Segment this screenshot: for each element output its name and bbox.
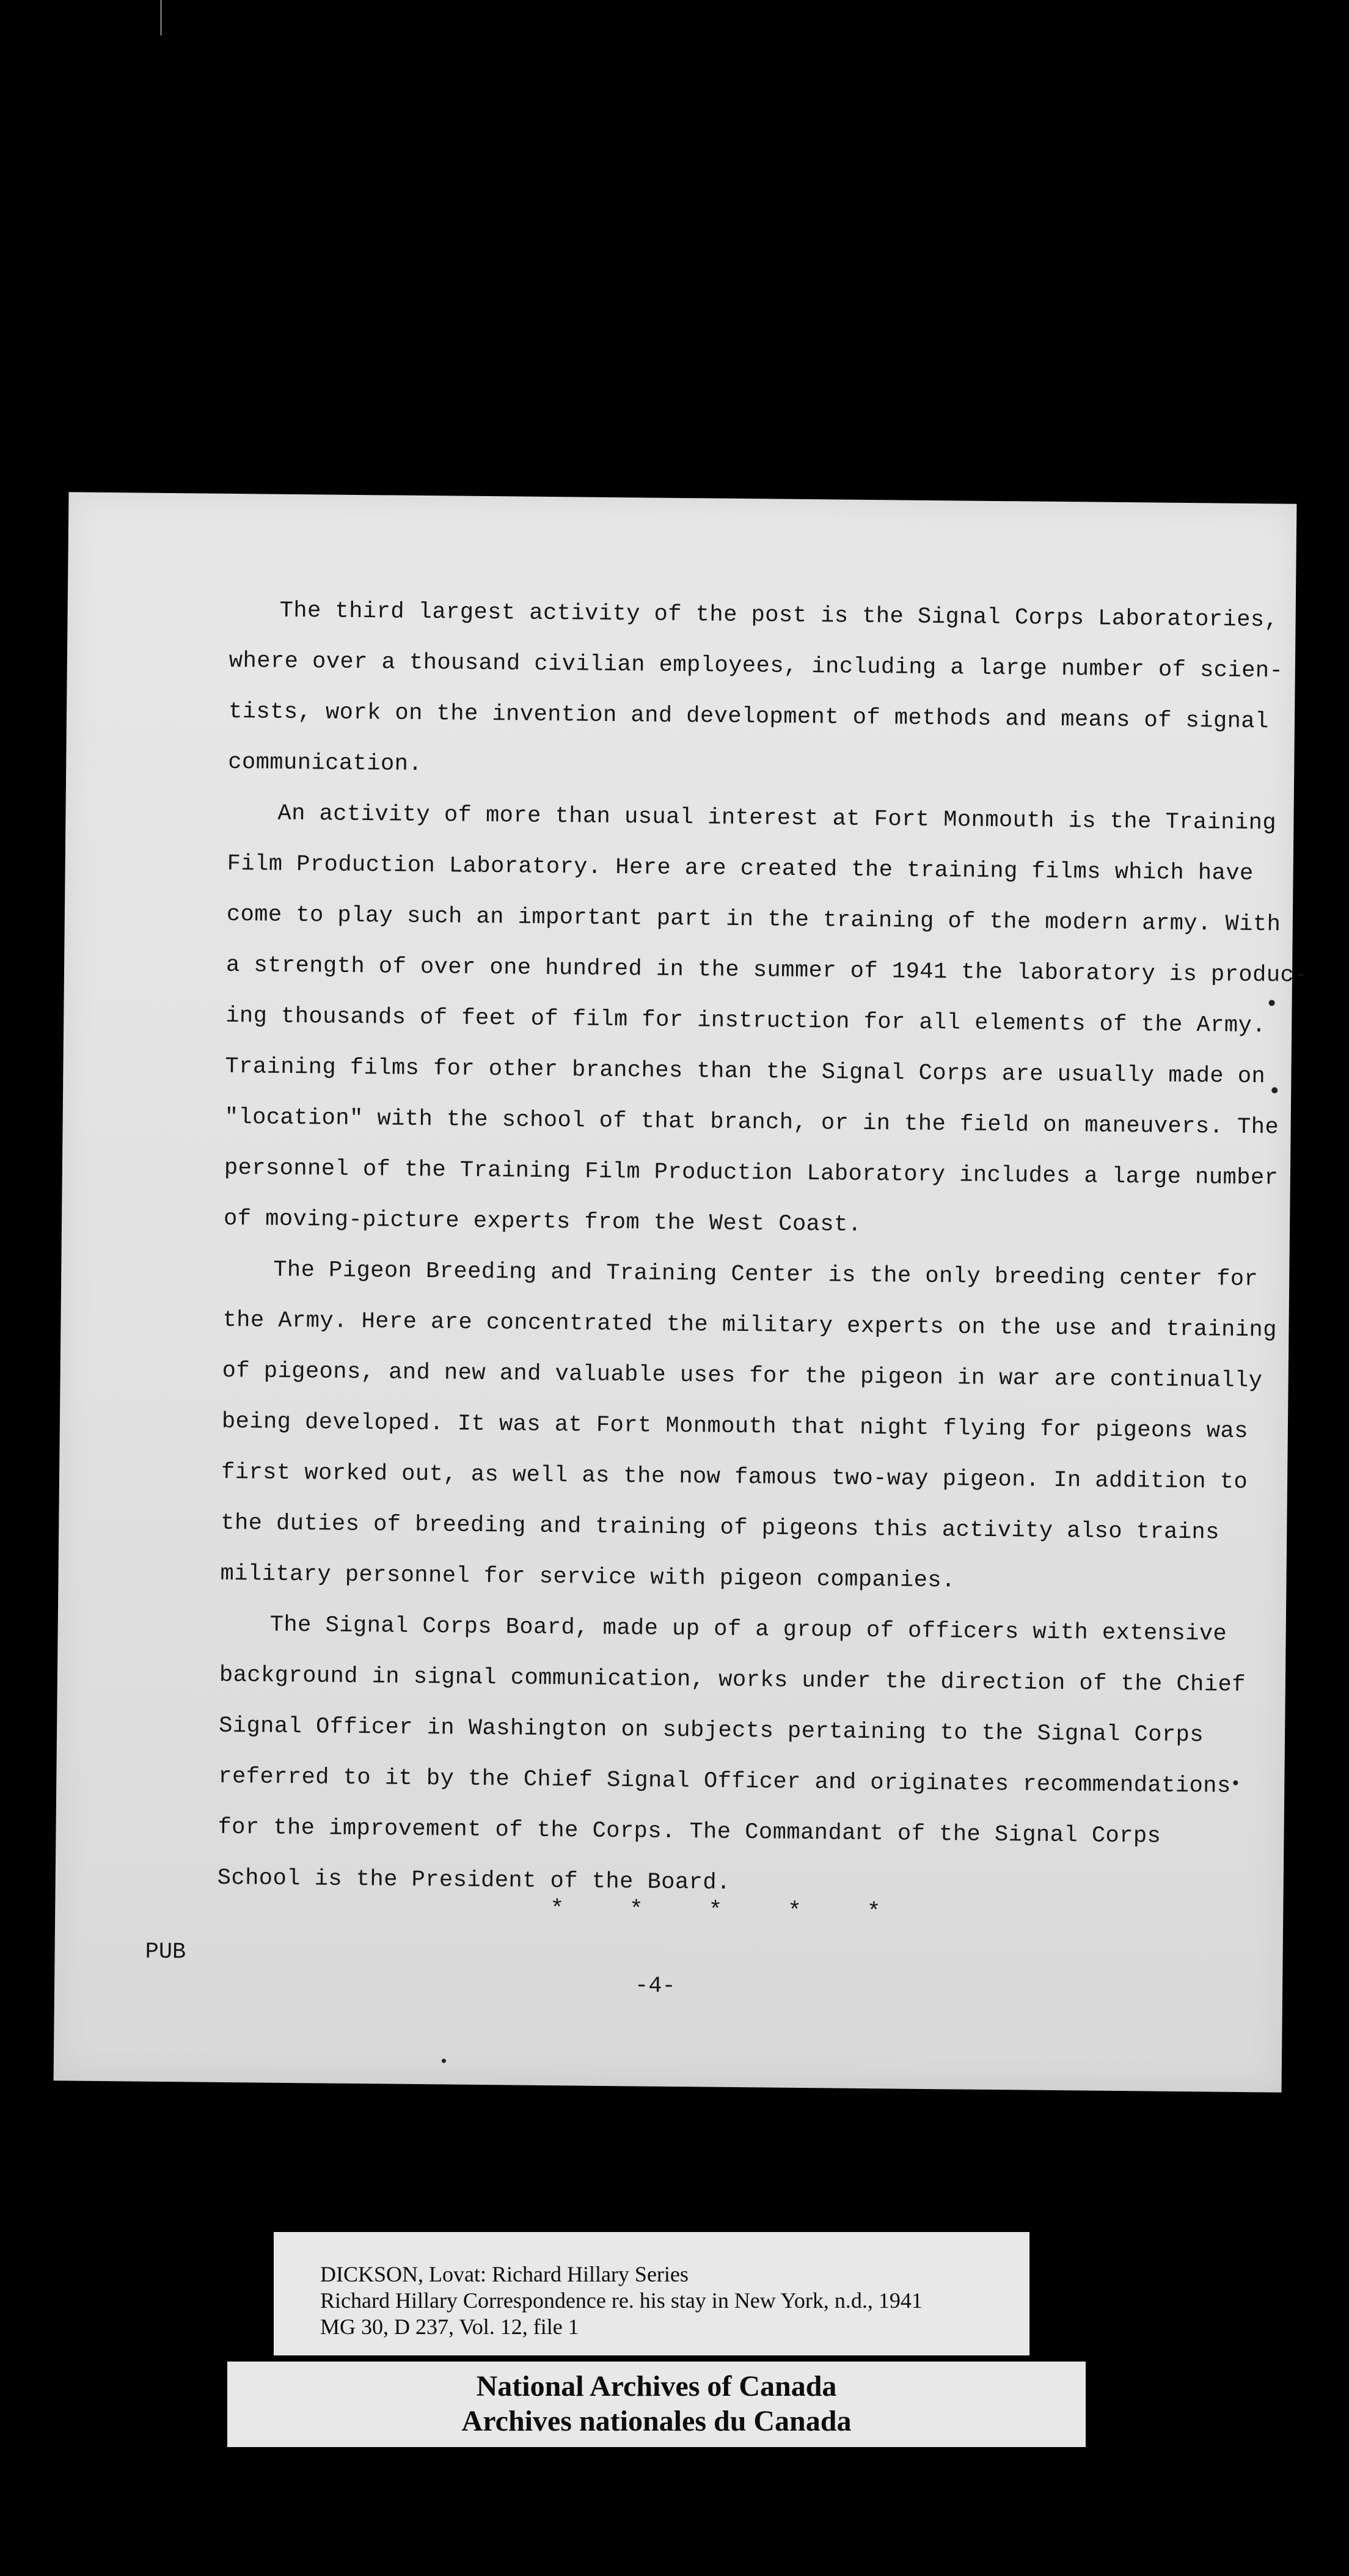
- institution-name-english: National Archives of Canada: [476, 2370, 837, 2402]
- pub-mark: PUB: [145, 1939, 186, 1966]
- film-tick-mark: [160, 0, 162, 35]
- text-line: The third largest activity of the post is the Signal Corps Laboratories,: [279, 598, 1279, 634]
- archive-institution-text: [227, 2362, 1086, 2439]
- paper-speck: [442, 2058, 446, 2063]
- text-line: An activity of more than usual interest at Fort Monmouth is the Training: [277, 800, 1277, 836]
- paragraph-signal-corps-board: [217, 1600, 1271, 1914]
- text-line: referred to it by the Chief Signal Officer and originates recommendations: [218, 1763, 1231, 1799]
- paper-speck: [1271, 1087, 1278, 1093]
- archive-series-line: DICKSON, Lovat: Richard Hillary Series: [320, 2262, 689, 2286]
- text-line: for the improvement of the Corps. The Commandant of the Signal Corps: [218, 1814, 1161, 1850]
- archive-reference-text: [320, 2261, 923, 2340]
- archive-file-description-line: Richard Hillary Correspondence re. his stay in New York, n.d., 1941: [320, 2288, 923, 2313]
- text-line: where over a thousand civilian employees, including a large number of scien-: [228, 648, 1284, 684]
- text-line: come to play such an important part in the training of the modern army. With: [226, 901, 1281, 938]
- paragraph-signal-corps-laboratories: [228, 585, 1284, 798]
- archive-institution-banner: [227, 2362, 1086, 2447]
- archive-reference-label: [274, 2232, 1029, 2355]
- text-line: of pigeons, and new and valuable uses for the pigeon in war are continually: [222, 1358, 1263, 1394]
- page-number: -4-: [634, 1973, 676, 2000]
- text-line: ing thousands of feet of film for instruction for all elements of the Army.: [225, 1003, 1267, 1039]
- text-line: the duties of breeding and training of pigeons this activity also trains: [221, 1510, 1220, 1546]
- text-line: The Pigeon Breeding and Training Center is the only breeding center for: [273, 1257, 1259, 1293]
- paragraph-training-film-laboratory: [223, 788, 1309, 1254]
- institution-name-french: Archives nationales du Canada: [461, 2405, 852, 2437]
- text-line: Film Production Laboratory. Here are created the training films which have: [227, 851, 1254, 887]
- text-line: a strength of over one hundred in the summer of 1941 the laboratory is produc-: [225, 952, 1309, 989]
- text-line: first worked out, as well as the now famous two-way pigeon. In addition to: [221, 1459, 1248, 1496]
- text-line: being developed. It was at Fort Monmouth that night flying for pigeons was: [221, 1408, 1249, 1445]
- typed-document-page: [54, 492, 1309, 2092]
- paper-speck: [1269, 1000, 1275, 1006]
- text-line: the Army. Here are concentrated the military experts on the use and training: [222, 1307, 1278, 1344]
- text-line: Training films for other branches than the Signal Corps are usually made on: [225, 1053, 1266, 1090]
- paragraph-pigeon-center: [220, 1245, 1278, 1609]
- text-line: "location" with the school of that branch, or in the field on maneuvers. The: [224, 1104, 1279, 1141]
- text-line: communication.: [228, 749, 423, 777]
- text-line: tists, work on the invention and development of methods and means of signal: [228, 698, 1269, 735]
- text-line: School is the President of the Board.: [217, 1865, 731, 1896]
- text-line: background in signal communication, works under the direction of the Chief: [219, 1662, 1246, 1698]
- paper-speck: [1233, 1780, 1238, 1785]
- text-line: of moving-picture experts from the West Coast.: [223, 1206, 862, 1238]
- document-body: [217, 585, 1309, 1914]
- text-line: Signal Officer in Washington on subjects pertaining to the Signal Corps: [218, 1713, 1204, 1749]
- section-separator: * * * * *: [550, 1896, 907, 1926]
- text-line: The Signal Corps Board, made up of a group of officers with extensive: [269, 1612, 1227, 1647]
- text-line: personnel of the Training Film Production Laboratory includes a large number: [224, 1155, 1279, 1191]
- text-line: military personnel for service with pigeon companies.: [220, 1561, 956, 1594]
- archive-reference-number-line: MG 30, D 237, Vol. 12, file 1: [320, 2314, 579, 2339]
